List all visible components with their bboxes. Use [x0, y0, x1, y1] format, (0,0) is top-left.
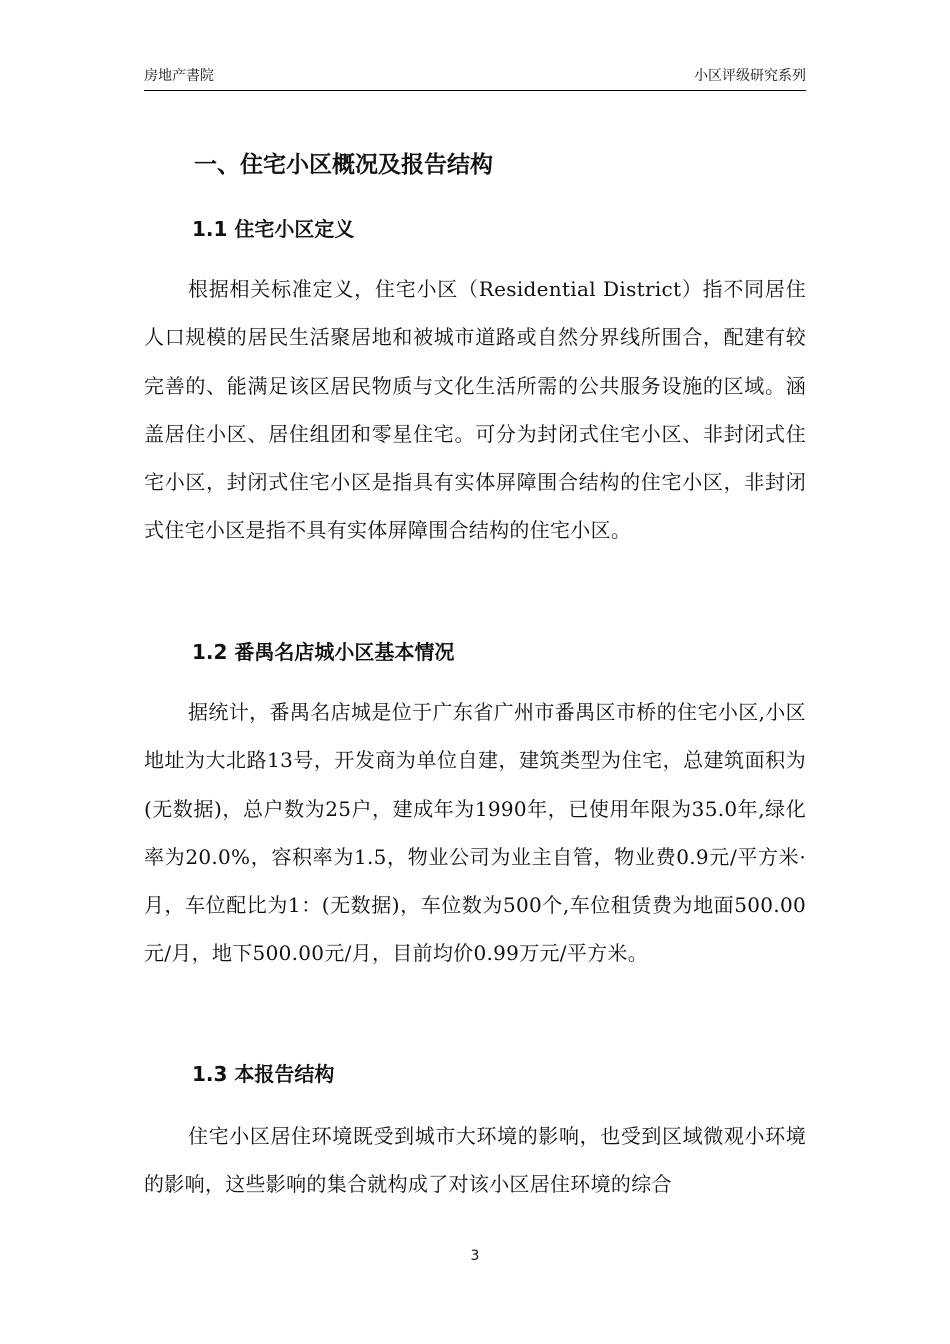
- section-title-1-3: 1.3 本报告结构: [192, 1062, 335, 1086]
- header-series-title: 小区评级研究系列: [694, 68, 806, 84]
- section-title-1-2: 1.2 番禺名店城小区基本情况: [192, 640, 455, 664]
- page-header: [144, 66, 806, 91]
- paragraph-report-structure: 住宅小区居住环境既受到城市大环境的影响，也受到区域微观小环境的影响，这些影响的集合就构成了对该小区居住环境的综合: [144, 1124, 806, 1197]
- section-title-1-1: 1.1 住宅小区定义: [192, 217, 355, 241]
- page-number: 3: [470, 1248, 480, 1264]
- chapter-title: 一、住宅小区概况及报告结构: [194, 152, 493, 178]
- paragraph-basic-info: 据统计，番禺名店城是位于广东省广州市番禺区市桥的住宅小区,小区地址为大北路13号，开发商为单位自建，建筑类型为住宅，总建筑面积为(无数据)，总户数为25户，建成年为1990年，已使用年限为35.0年,绿化率为20.0%，容积率为1.5，物业公司为业主自管，物业费0.9元/平方米·月，车位配比为1：(无数据)，车位数为500个,车位租赁费为地面500.00元/月，地下500.00元/月，目前均价0.99万元/平方米。: [144, 700, 806, 966]
- header-publisher: 房地产書院: [144, 68, 214, 84]
- paragraph-definition: 根据相关标准定义，住宅小区（Residential District）指不同居住人口规模的居民生活聚居地和被城市道路或自然分界线所围合，配建有较完善的、能满足该区居民物质与文化生活所需的公共服务设施的区域。涵盖居住小区、居住组团和零星住宅。可分为封闭式住宅小区、非封闭式住宅小区，封闭式住宅小区是指具有实体屏障围合结构的住宅小区，非封闭式住宅小区是指不具有实体屏障围合结构的住宅小区。: [144, 277, 806, 543]
